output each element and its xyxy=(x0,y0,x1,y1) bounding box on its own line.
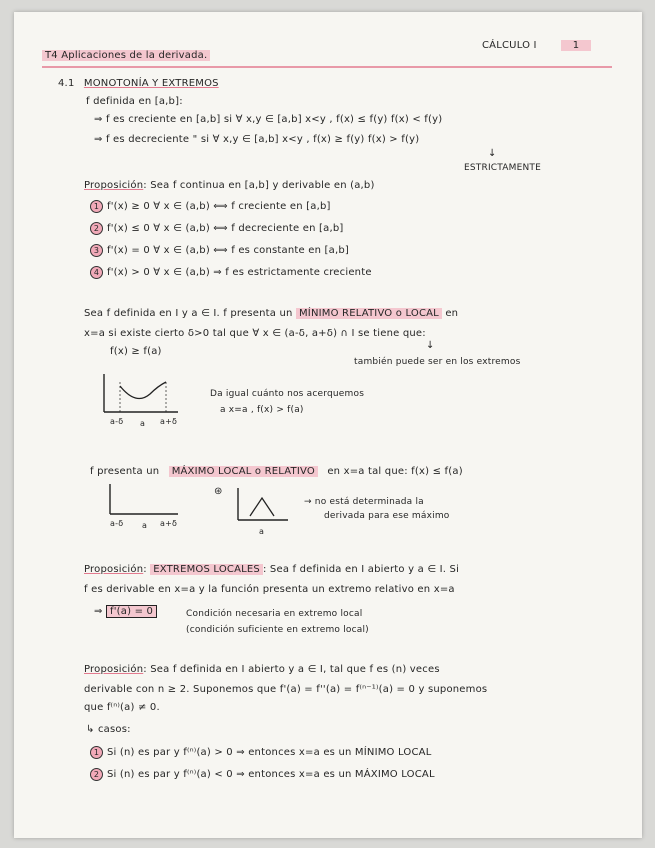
prop3-case xyxy=(90,746,431,759)
prop1-heading xyxy=(84,180,375,192)
extremos-result xyxy=(94,606,157,618)
minimo-condition: f(x) ≥ f(a) xyxy=(110,346,162,357)
maximo-graph-2 xyxy=(232,486,292,528)
minimo-line2: x=a si existe cierto δ>0 tal que ∀ x ∈ (a-δ, a+δ) ∩ I se tiene que: xyxy=(84,328,426,339)
maximo-graph-1 xyxy=(104,482,194,522)
extremos-condition-1: Condición necesaria en extremo local xyxy=(186,609,363,619)
prop1-item xyxy=(90,244,349,257)
case-number: 1 xyxy=(90,746,103,759)
extremos-arrow: ⇒ xyxy=(94,606,103,617)
monotonia-decreciente: ⇒ f es decreciente " si ∀ x,y ∈ [a,b] x<y , f(x) ≥ f(y) f(x) > f(y) xyxy=(94,134,420,145)
extremos-highlight: EXTREMOS LOCALES xyxy=(150,564,263,575)
item-number: 3 xyxy=(90,244,103,257)
prop3-label: Proposición xyxy=(84,664,144,675)
estrictamente-label: ESTRICTAMENTE xyxy=(464,163,542,173)
header-rule xyxy=(42,65,612,69)
prop3-line2: derivable con n ≥ 2. Suponemos que f'(a) = f''(a) = f⁽ⁿ⁻¹⁾(a) = 0 y suponemos xyxy=(84,684,488,695)
maximo-axis-label: a+δ xyxy=(160,519,178,528)
maximo-axis-a: a xyxy=(259,527,265,536)
extremos-boxed-condition: f'(a) = 0 xyxy=(106,605,157,618)
item-text: f'(x) > 0 ∀ x ∈ (a,b) ⇒ f es estrictamente creciente xyxy=(107,267,372,278)
minimo-graph xyxy=(98,372,208,420)
minimo-axis-label: a+δ xyxy=(160,417,178,426)
prop3-casos: ↳ casos: xyxy=(86,724,131,735)
item-number: 2 xyxy=(90,222,103,235)
prop1-item xyxy=(90,200,331,213)
minimo-axis-label: a-δ xyxy=(110,417,124,426)
minimo-axis-label: a xyxy=(140,419,146,428)
course-name: CÁLCULO I xyxy=(482,40,537,51)
section-number: 4.1 xyxy=(58,78,75,89)
monotonia-creciente: ⇒ f es creciente en [a,b] si ∀ x,y ∈ [a,b] x<y , f(x) ≤ f(y) f(x) < f(y) xyxy=(94,114,443,125)
page-title xyxy=(42,50,210,62)
prop3-line1 xyxy=(84,664,440,676)
case-text: Si (n) es par y f⁽ⁿ⁾(a) > 0 ⇒ entonces x=a es un MÍNIMO LOCAL xyxy=(107,747,432,758)
case-text: Si (n) es par y f⁽ⁿ⁾(a) < 0 ⇒ entonces x=a es un MÁXIMO LOCAL xyxy=(107,769,435,780)
minimo-line1 xyxy=(84,308,458,320)
maximo-highlight: MÁXIMO LOCAL o RELATIVO xyxy=(169,466,318,477)
extremos-line2: f es derivable en x=a y la función presenta un extremo relativo en x=a xyxy=(84,584,455,595)
minimo-side-note-2: a x=a , f(x) > f(a) xyxy=(220,405,304,415)
prop1-intro: : Sea f continua en [a,b] y derivable en (a,b) xyxy=(143,180,375,191)
maximo-axis-label: a-δ xyxy=(110,519,124,528)
minimo-side-note-1: Da igual cuánto nos acerquemos xyxy=(210,389,365,399)
down-arrow: ↓ xyxy=(488,148,497,159)
item-number: 1 xyxy=(90,200,103,213)
maximo-note-1: → no está determinada la xyxy=(304,497,424,507)
item-number: 4 xyxy=(90,266,103,279)
extremos-condition-2: (condición suficiente en extremo local) xyxy=(186,625,369,635)
monotonia-def: f definida en [a,b]: xyxy=(86,96,183,107)
maximo-post: en x=a tal que: f(x) ≤ f(a) xyxy=(327,466,463,477)
minimo-highlight: MÍNIMO RELATIVO o LOCAL xyxy=(296,308,442,319)
maximo-star: ⊛ xyxy=(214,486,223,497)
item-text: f'(x) ≥ 0 ∀ x ∈ (a,b) ⟺ f creciente en [a,b] xyxy=(107,201,331,212)
extremos-label: Proposición xyxy=(84,564,144,575)
extremos-l1: : Sea f definida en I abierto y a ∈ I. Si xyxy=(262,564,460,575)
notes-page xyxy=(14,12,642,838)
prop1-label: Proposición xyxy=(84,180,144,191)
maximo-note-2: derivada para ese máximo xyxy=(324,511,450,521)
item-text: f'(x) ≤ 0 ∀ x ∈ (a,b) ⟺ f decreciente en [a,b] xyxy=(107,223,344,234)
prop3-l1: : Sea f definida en I abierto y a ∈ I, tal que f es (n) veces xyxy=(143,664,440,675)
maximo-line xyxy=(90,466,463,478)
extremos-line1: Proposición: EXTREMOS LOCALES : Sea f definida en I abierto y a ∈ I. Si xyxy=(84,564,460,575)
minimo-note: también puede ser en los extremos xyxy=(354,357,521,367)
minimo-line1-a: Sea f definida en I y a ∈ I. f presenta un xyxy=(84,308,293,319)
page-title-text: T4 Aplicaciones de la derivada. xyxy=(42,50,210,61)
item-text: f'(x) = 0 ∀ x ∈ (a,b) ⟺ f es constante en [a,b] xyxy=(107,245,349,256)
page-number xyxy=(556,40,596,52)
prop3-case xyxy=(90,768,435,781)
prop1-item xyxy=(90,266,372,279)
maximo-axis-label: a xyxy=(142,521,148,530)
minimo-arrow: ↓ xyxy=(426,340,435,351)
section-heading xyxy=(58,78,219,90)
prop1-item xyxy=(90,222,344,235)
minimo-line1-b: en xyxy=(445,308,459,319)
prop3-line3: que f⁽ⁿ⁾(a) ≠ 0. xyxy=(84,702,160,713)
case-number: 2 xyxy=(90,768,103,781)
maximo-pre: f presenta un xyxy=(90,466,160,477)
page-number-text: 1 xyxy=(561,40,592,51)
section-title: MONOTONÍA Y EXTREMOS xyxy=(83,78,219,89)
